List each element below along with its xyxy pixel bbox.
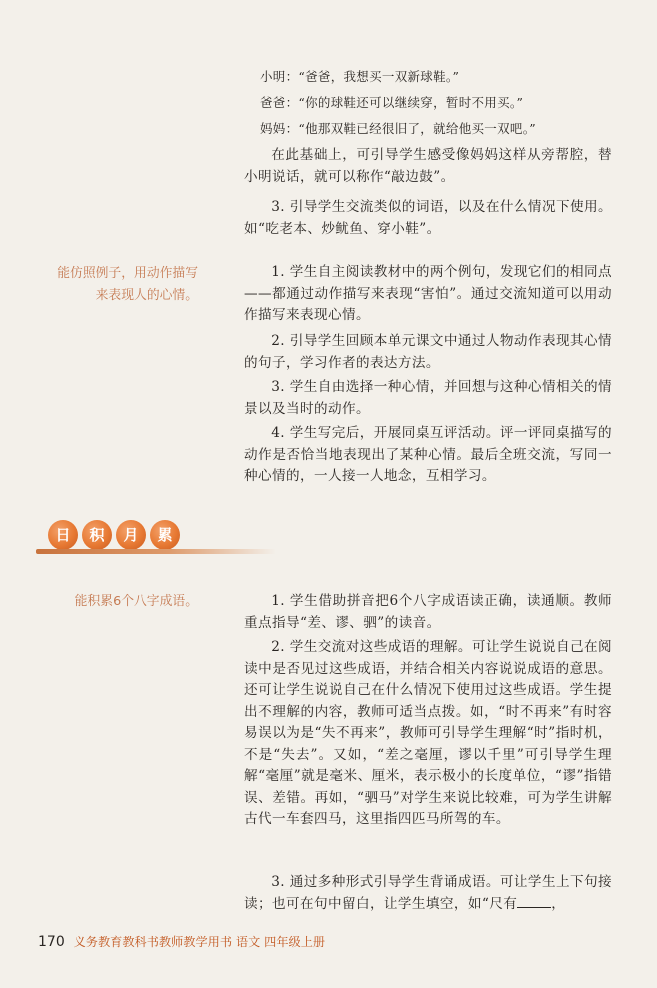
fill-in-blank <box>517 907 551 908</box>
section-chip-2: 积 <box>82 520 112 550</box>
dialog-line-mother: 妈妈：“他那双鞋已经很旧了，就给他买一双吧。” <box>260 121 536 136</box>
paragraph-similar-words: 3. 引导学生交流类似的词语，以及在什么情况下使用。如“吃老本、炒鱿鱼、穿小鞋”。 <box>244 199 612 237</box>
paragraph-idiom-step-3 <box>244 872 612 915</box>
page-number: 170 <box>38 934 65 950</box>
paragraph-qiaobiangu: 在此基础上，可引导学生感受像妈妈这样从旁帮腔，替小明说话，就可以称作“敲边鼓”。 <box>244 147 612 185</box>
section-chip-3: 月 <box>116 520 146 550</box>
paragraph-idiom-step-3-text: 3. 通过多种形式引导学生背诵成语。可让学生上下句接读；也可在句中留白，让学生填空，如“尺有 <box>244 874 612 912</box>
section-chip-1: 日 <box>48 520 78 550</box>
side-note-idioms: 能积累6个八字成语。 <box>74 594 198 609</box>
paragraph-step-1: 1. 学生自主阅读教材中的两个例句，发现它们的相同点——都通过动作描写来表现“害怕”。通过交流知道可以用动作描写来表现心情。 <box>244 264 612 323</box>
paragraph-idiom-step-2: 2. 学生交流对这些成语的理解。可让学生说说自己在阅读中是否见过这些成语，并结合相关内容说说成语的意思。还可让学生说说自己在什么情况下使用过这些成语。学生提出不理解的内容，教师可适当点拨。如，“时不再来”有时容易误以为是“失不再来”，教师可引导学生理解“时”指时机，不是“失去”。又如，“差之毫厘，谬以千里”可引导学生理解“毫厘”就是毫米、厘米，表示极小的长度单位，“谬”指错误、差错。再如，“驷马”对学生来说比较难，可为学生讲解古代一车套四马，这里指四匹马所驾的车。 <box>244 639 612 827</box>
section-chip-4: 累 <box>150 520 180 550</box>
paragraph-idiom-step-1: 1. 学生借助拼音把6个八字成语读正确，读通顺。教师重点指导“差、谬、驷”的读音。 <box>244 593 612 631</box>
paragraph-idiom-step-3-end: ， <box>551 895 566 912</box>
book-subject: 语文 四年级上册 <box>235 935 326 949</box>
page-footer <box>38 933 325 950</box>
section-divider <box>36 549 276 554</box>
paragraph-step-3: 3. 学生自由选择一种心情，并回想与这种心情相关的情景以及当时的动作。 <box>244 379 612 417</box>
dialog-line-xiaoming: 小明：“爸爸，我想买一双新球鞋。” <box>260 69 460 84</box>
paragraph-step-2: 2. 引导学生回顾本单元课文中通过人物动作表现其心情的句子，学习作者的表达方法。 <box>244 333 612 371</box>
dialog-line-father: 爸爸：“你的球鞋还可以继续穿，暂时不用买。” <box>260 95 524 110</box>
book-title: 义务教育教科书教师教学用书 <box>73 935 233 949</box>
side-note-action-emotion: 能仿照例子，用动作描写来表现人的心情。 <box>57 266 198 303</box>
paragraph-step-4: 4. 学生写完后，开展同桌互评活动。评一评同桌描写的动作是否恰当地表现出了某种心情。最后全班交流，写同一种心情的，一人接一人地念，互相学习。 <box>244 425 612 484</box>
